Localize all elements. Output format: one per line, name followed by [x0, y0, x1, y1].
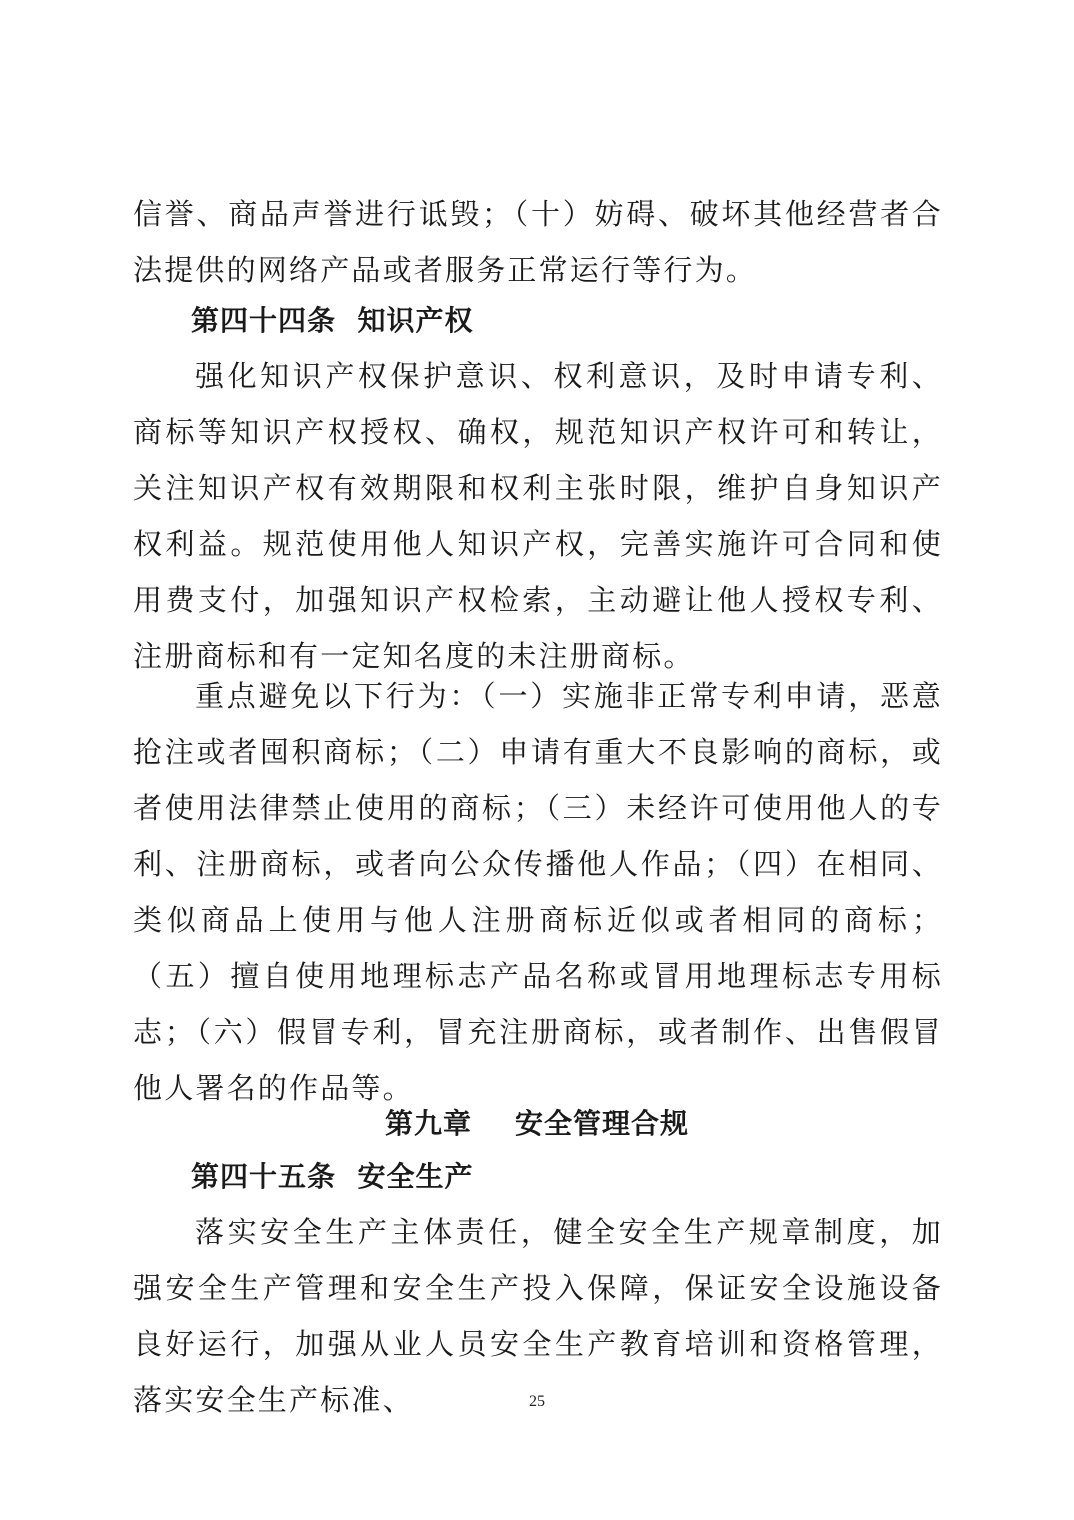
- article-45-heading: 第四十五条 安全生产: [191, 1160, 474, 1193]
- continued-paragraph: 信誉、商品声誉进行诋毁；（十）妨碍、破坏其他经营者合法提供的网络产品或者服务正常运行等行为。: [133, 197, 943, 287]
- article-44-paragraph-2: 重点避免以下行为：（一）实施非正常专利申请，恶意抢注或者囤积商标；（二）申请有重大不良影响的商标，或者使用法律禁止使用的商标；（三）未经许可使用他人的专利、注册商标，或者向公众传播他人作品；（四）在相同、类似商品上使用与他人注册商标近似或者相同的商标；（五）擅自使用地理标志产品名称或冒用地理标志专用标志；（六）假冒专利，冒充注册商标，或者制作、出售假冒他人署名的作品等。: [133, 679, 943, 1105]
- chapter-9-title: 第九章 安全管理合规: [385, 1107, 689, 1140]
- article-44-paragraph-1: 强化知识产权保护意识、权利意识，及时申请专利、商标等知识产权授权、确权，规范知识产权许可和转让，关注知识产权有效期限和权利主张时限，维护自身知识产权利益。规范使用他人知识产权，完善实施许可合同和使用费支付，加强知识产权检索，主动避让他人授权专利、注册商标和有一定知名度的未注册商标。: [133, 359, 943, 673]
- article-44-heading: 第四十四条 知识产权: [191, 304, 474, 337]
- page-number: 25: [529, 1393, 545, 1410]
- article-45-paragraph-1: 落实安全生产主体责任，健全安全生产规章制度，加强安全生产管理和安全生产投入保障，保证安全设施设备良好运行，加强从业人员安全生产教育培训和资格管理，落实安全生产标准、: [133, 1215, 943, 1417]
